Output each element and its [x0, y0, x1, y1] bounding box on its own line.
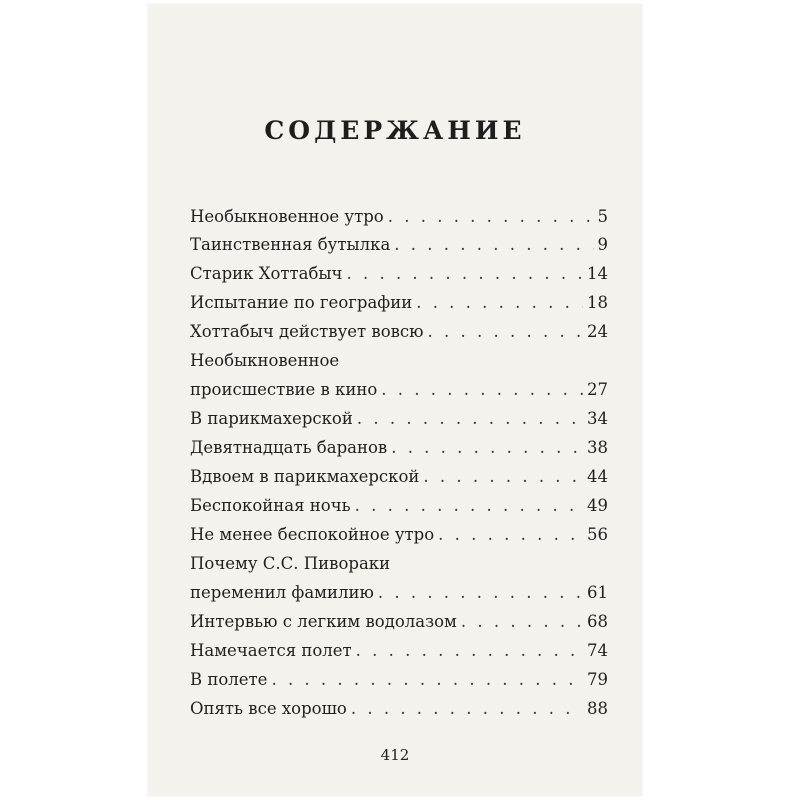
- toc-entry-page: 68: [587, 612, 608, 631]
- toc-entry: [190, 317, 608, 346]
- toc-entry-title: Почему С.С. Пивораки: [190, 554, 391, 573]
- toc-entry-line: [190, 694, 608, 723]
- toc-entry-line: [190, 375, 608, 404]
- toc-entry-page: 34: [587, 409, 608, 428]
- toc-entry-title: Интервью с легким водолазом: [190, 612, 457, 631]
- toc-entry-page: 18: [587, 293, 608, 312]
- toc-entry-page: 74: [587, 641, 608, 660]
- dot-leader: [271, 665, 583, 694]
- toc-entry-line: [190, 520, 608, 549]
- toc-entry-page: 14: [587, 264, 608, 283]
- toc-entry-line: [190, 607, 608, 636]
- toc-entry-title: Испытание по географии: [190, 293, 413, 312]
- toc-entry-line: [190, 404, 608, 433]
- toc-entry-line: [190, 317, 608, 346]
- toc-entry-page: 79: [587, 670, 608, 689]
- dot-leader: [423, 462, 583, 491]
- toc-entry: [190, 288, 608, 317]
- toc-entry: [190, 491, 608, 520]
- toc-entry-line: [190, 259, 608, 288]
- toc-entry-line: [190, 230, 608, 259]
- toc-entry-title: Необыкновенное: [190, 351, 340, 370]
- toc-entry-page: 5: [597, 207, 608, 226]
- toc-entry-page: 88: [587, 699, 608, 718]
- toc-entry-page: 38: [587, 438, 608, 457]
- contents-heading: СОДЕРЖАНИЕ: [264, 116, 526, 145]
- dot-leader: [416, 288, 583, 317]
- toc-entry-title: Необыкновенное утро: [190, 207, 384, 226]
- toc-entry-title: Опять все хорошо: [190, 699, 347, 718]
- dot-leader: [428, 317, 583, 346]
- dot-leader: [356, 636, 583, 665]
- toc-entry: [190, 404, 608, 433]
- dot-leader: [346, 259, 583, 288]
- dot-leader: [388, 204, 594, 230]
- dot-leader: [357, 404, 583, 433]
- toc-entry-line: [190, 578, 608, 607]
- toc-entry: [190, 607, 608, 636]
- toc-entry: [190, 204, 608, 230]
- toc-entry-line: [190, 665, 608, 694]
- toc-entry: [190, 462, 608, 491]
- toc-entry-line: [190, 433, 608, 462]
- toc-entry-title: Вдвоем в парикмахерской: [190, 467, 420, 486]
- toc-entry-line: [190, 636, 608, 665]
- dot-leader: [381, 375, 583, 404]
- book-page: [148, 4, 642, 796]
- toc-entry: [190, 636, 608, 665]
- toc-entry-page: 9: [597, 235, 608, 254]
- table-of-contents: [190, 204, 608, 723]
- dot-leader: [378, 578, 583, 607]
- toc-entry: [190, 665, 608, 694]
- toc-entry: [190, 694, 608, 723]
- toc-entry-line: [190, 346, 608, 375]
- dot-leader: [351, 694, 583, 723]
- toc-entry: [190, 520, 608, 549]
- toc-entry-line: [190, 288, 608, 317]
- dot-leader: [394, 230, 593, 259]
- toc-entry-title: В парикмахерской: [190, 409, 353, 428]
- toc-entry-title: Намечается полет: [190, 641, 352, 660]
- toc-entry-title: Девятнадцать баранов: [190, 438, 388, 457]
- dot-leader: [461, 607, 583, 636]
- toc-entry-page: 61: [587, 583, 608, 602]
- toc-entry: [190, 230, 608, 259]
- toc-entry-title: Хоттабыч действует вовсю: [190, 322, 424, 341]
- dot-leader: [355, 491, 583, 520]
- toc-entry: [190, 259, 608, 288]
- toc-entry-title: Не менее беспокойное утро: [190, 525, 435, 544]
- toc-entry-line: [190, 462, 608, 491]
- toc-entry-title: Таинственная бутылка: [190, 235, 391, 254]
- toc-entry-title: В полете: [190, 670, 268, 689]
- toc-entry-line: [190, 491, 608, 520]
- dot-leader: [438, 520, 583, 549]
- toc-entry-line: [190, 204, 608, 230]
- toc-entry: [190, 346, 608, 404]
- page-number: 412: [380, 746, 410, 764]
- toc-entry: [190, 549, 608, 607]
- toc-entry-page: 44: [587, 467, 608, 486]
- toc-entry-page: 49: [587, 496, 608, 515]
- toc-entry: [190, 433, 608, 462]
- toc-entry-title: переменил фамилию: [190, 583, 374, 602]
- toc-entry-title: Беспокойная ночь: [190, 496, 351, 515]
- dot-leader: [391, 433, 583, 462]
- toc-entry-page: 24: [587, 322, 608, 341]
- toc-entry-page: 27: [587, 380, 608, 399]
- toc-entry-title: Старик Хоттабыч: [190, 264, 343, 283]
- toc-entry-title: происшествие в кино: [190, 380, 378, 399]
- toc-entry-page: 56: [587, 525, 608, 544]
- toc-entry-line: [190, 549, 608, 578]
